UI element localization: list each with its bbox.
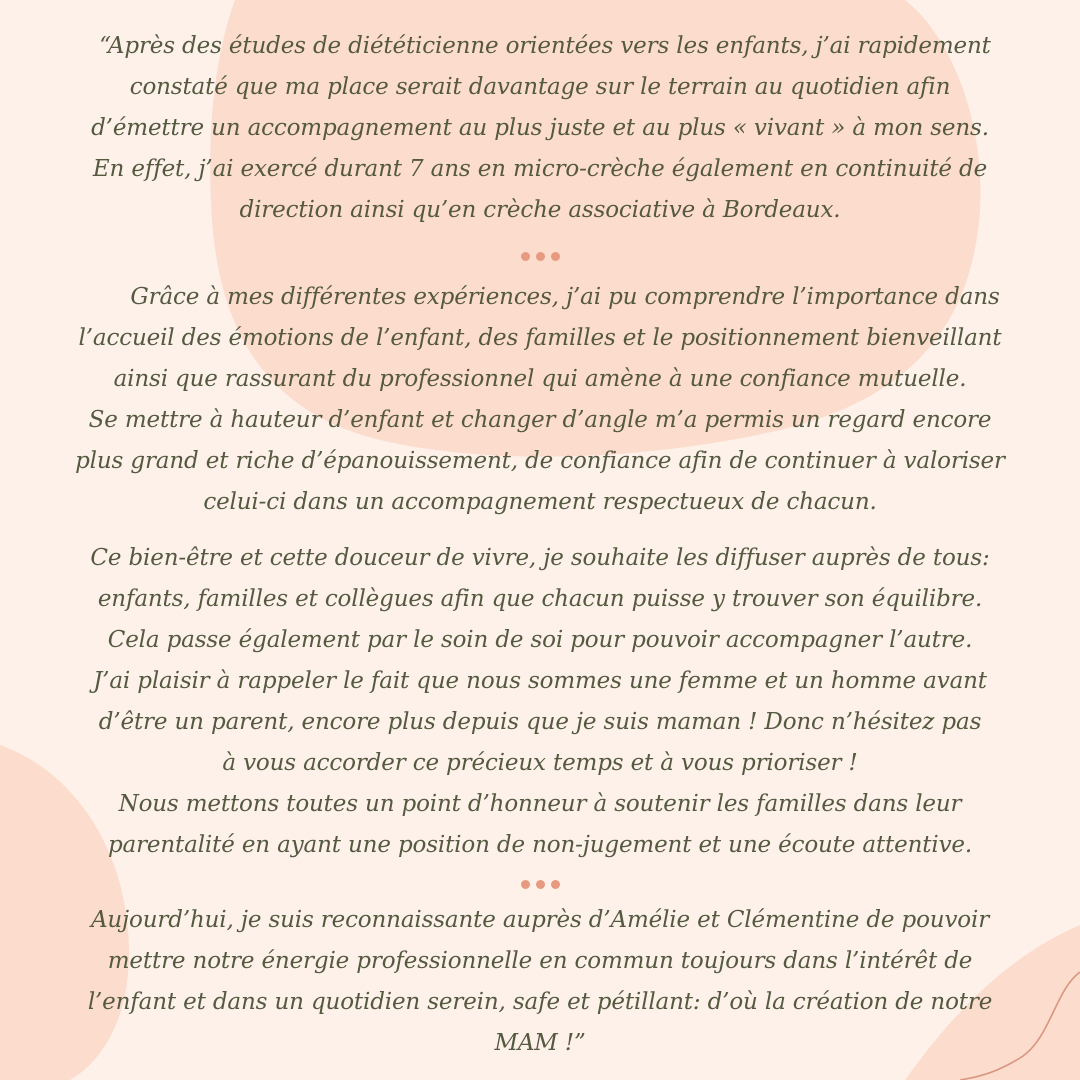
text-line: Aujourd’hui, je suis reconnaissante auprès d’Amélie et Clémentine de pouvoir (90, 907, 990, 933)
paragraph-conclusion (15, 900, 1065, 1064)
dots-divider (0, 880, 1080, 889)
text-line: enfants, familles et collègues afin que chacun puisse y trouver son équilibre. (97, 586, 983, 612)
text-line: J’ai plaisir à rappeler le fait que nous sommes une femme et un homme avant (93, 668, 987, 694)
text-line: ainsi que rassurant du professionnel qui amène à une confiance mutuelle. (113, 366, 967, 392)
text-line: Se mettre à hauteur d’enfant et changer d’angle m’a permis un regard encore (88, 407, 992, 433)
text-line: d’être un parent, encore plus depuis que je suis maman ! Donc n’hésitez pas (98, 709, 982, 735)
text-line: celui-ci dans un accompagnement respectueux de chacun. (203, 489, 877, 515)
paragraph-intro (15, 26, 1065, 231)
text-line: Nous mettons toutes un point d’honneur à soutenir les familles dans leur (118, 791, 962, 817)
text-line: Cela passe également par le soin de soi pour pouvoir accompagner l’autre. (107, 627, 973, 653)
dot-icon (551, 252, 560, 261)
text-line: parentalité en ayant une position de non-jugement et une écoute attentive. (107, 832, 973, 858)
dot-icon (536, 252, 545, 261)
text-line: MAM !” (494, 1030, 586, 1056)
text-line: l’accueil des émotions de l’enfant, des familles et le positionnement bienveillant (78, 325, 1002, 351)
text-line: Ce bien-être et cette douceur de vivre, je souhaite les diffuser auprès de tous: (90, 545, 990, 571)
paragraph-experience (15, 277, 1065, 523)
paragraph-wellbeing (15, 538, 1065, 866)
text-line: En effet, j’ai exercé durant 7 ans en micro-crèche également en continuité de (92, 156, 988, 182)
text-line: plus grand et riche d’épanouissement, de confiance afin de continuer à valoriser (75, 448, 1005, 474)
text-line: direction ainsi qu’en crèche associative à Bordeaux. (239, 197, 841, 223)
text-line: d’émettre un accompagnement au plus juste et au plus « vivant » à mon sens. (91, 115, 989, 141)
text-line: “Après des études de diététicienne orientées vers les enfants, j’ai rapidement (99, 33, 991, 59)
dot-icon (521, 880, 530, 889)
text-line: mettre notre énergie professionnelle en commun toujours dans l’intérêt de (107, 948, 973, 974)
text-line: Grâce à mes différentes expériences, j’ai pu comprendre l’importance dans (130, 284, 1000, 310)
text-line: à vous accorder ce précieux temps et à vous prioriser ! (222, 750, 858, 776)
text-line: constaté que ma place serait davantage sur le terrain au quotidien afin (129, 74, 951, 100)
dot-icon (536, 880, 545, 889)
text-line: l’enfant et dans un quotidien serein, safe et pétillant: d’où la création de notre (87, 989, 993, 1015)
dot-icon (521, 252, 530, 261)
dots-divider (0, 252, 1080, 261)
dot-icon (551, 880, 560, 889)
